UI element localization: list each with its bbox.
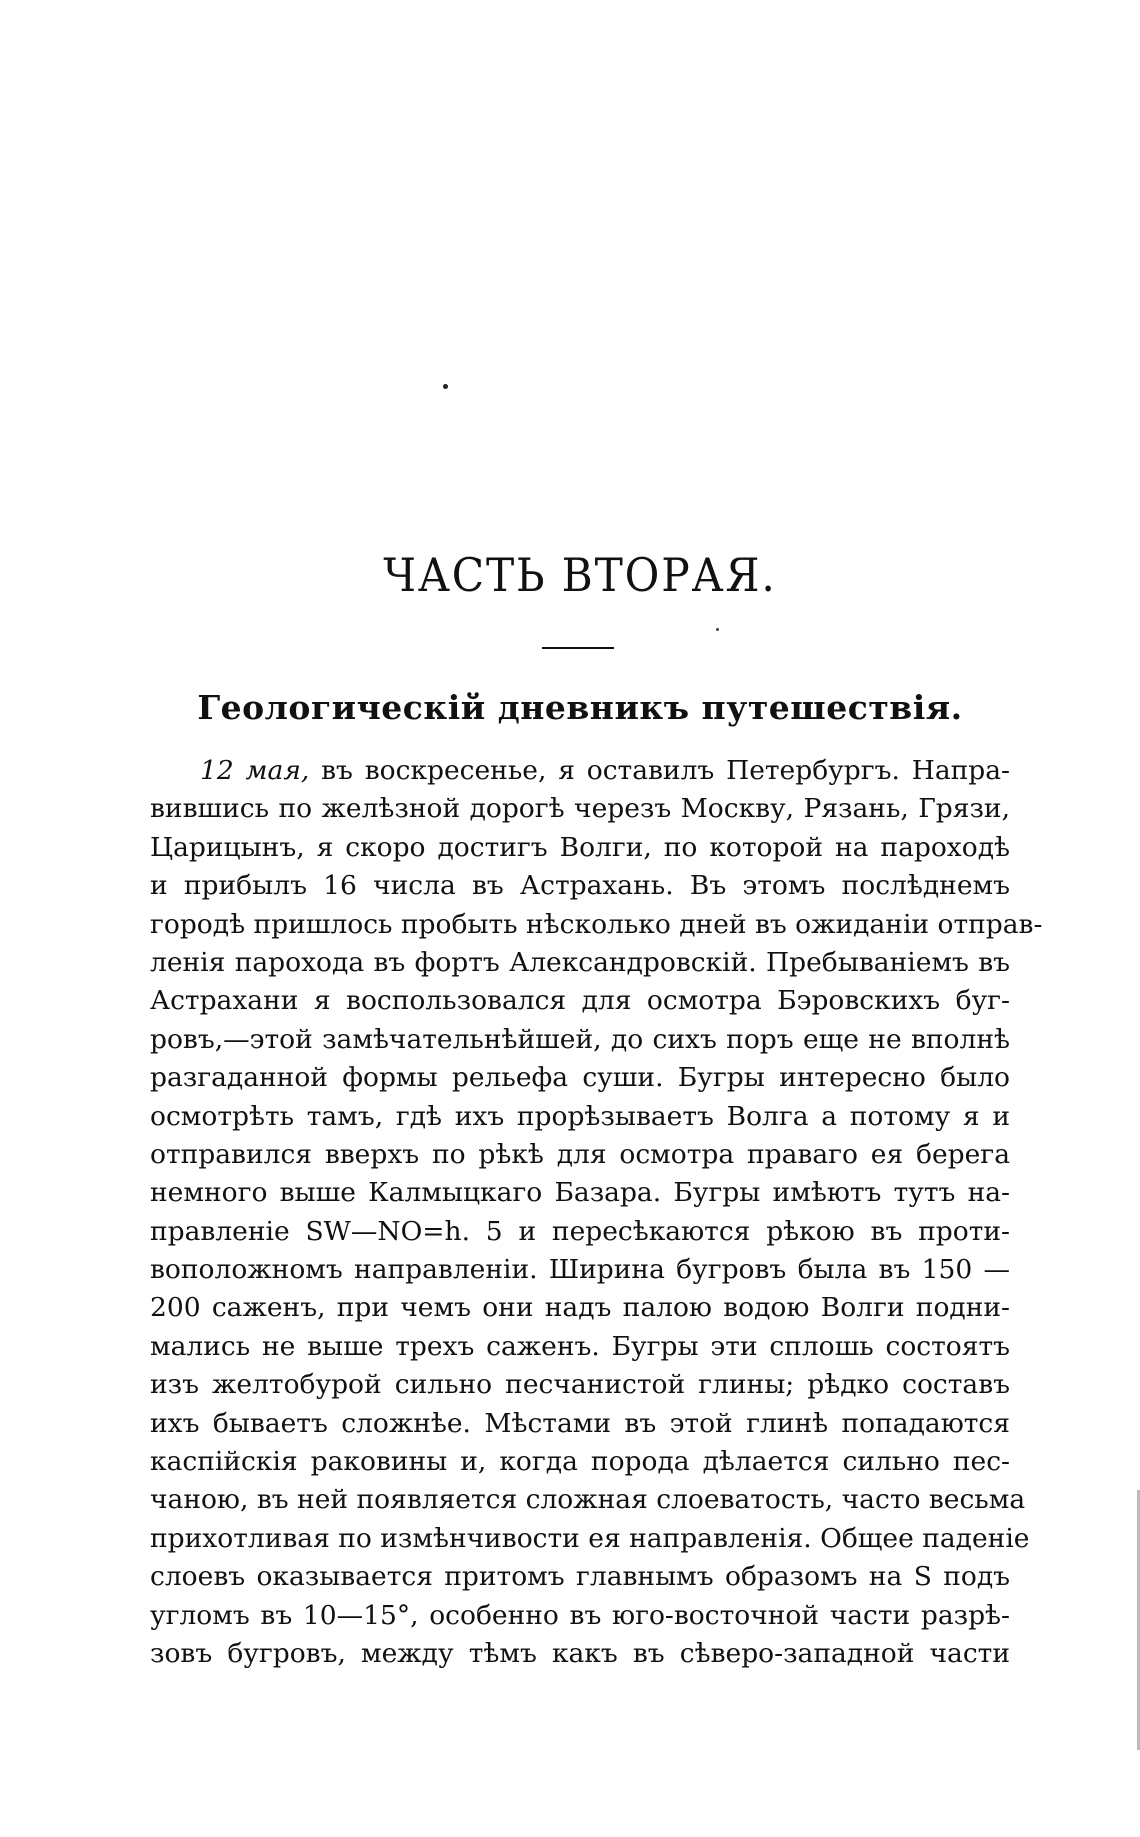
text-line: воположномъ направленіи. Ширина бугровъ была въ 150 — [150, 1254, 1010, 1286]
text-line: угломъ въ 10—15°, особенно въ юго-восточной части разрѣ- [150, 1599, 1010, 1631]
text-line: ровъ,—этой замѣчательнѣйшей, до сихъ поръ еще не вполнѣ [150, 1023, 1010, 1055]
text-line: мались не выше трехъ саженъ. Бугры эти сплошь состоятъ [150, 1330, 1010, 1362]
text-line: Царицынъ, я скоро достигъ Волги, по которой на пароходѣ [150, 831, 1010, 863]
text-line: ихъ бываетъ сложнѣе. Мѣстами въ этой глинѣ попадаются [150, 1407, 1010, 1439]
text-line: отправился вверхъ по рѣкѣ для осмотра праваго ея берега [150, 1138, 1010, 1170]
title-divider [542, 647, 614, 649]
print-speck [716, 628, 719, 631]
text-line: 200 саженъ, при чемъ они надъ палою водою Волги подни- [150, 1292, 1010, 1324]
text-line: разгаданной формы рельефа суши. Бугры интересно было [150, 1062, 1010, 1094]
body-text [150, 752, 1043, 1673]
part-title: ЧАСТЬ ВТОРАЯ. [383, 548, 777, 602]
text-line: слоевъ оказывается притомъ главнымъ образомъ на S подъ [150, 1561, 1010, 1593]
text-line: ленія парохода въ фортъ Александровскій. Пребываніемъ въ [150, 946, 1010, 978]
print-speck [443, 384, 448, 389]
text-line: вившись по желѣзной дорогѣ черезъ Москву, Рязань, Грязи, [150, 793, 1010, 825]
text-line: правленіе SW—NO=h. 5 и пересѣкаются рѣкою въ проти- [150, 1215, 1010, 1247]
text-line [150, 752, 1010, 790]
text-line: прихотливая по измѣнчивости ея направленія. Общее паденіе [150, 1522, 1030, 1554]
entry-date: 12 мая, [200, 755, 310, 786]
text-line: осмотрѣть тамъ, гдѣ ихъ прорѣзываетъ Волга а потому я и [150, 1100, 1010, 1132]
text-line: каспійскія раковины и, когда порода дѣлается сильно пес- [150, 1446, 1010, 1478]
section-title: Геологическій дневникъ путешествія. [197, 688, 963, 727]
text-line: и прибылъ 16 числа въ Астрахань. Въ этомъ послѣднемъ [150, 870, 1010, 902]
text-line: городѣ пришлось пробыть нѣсколько дней въ ожиданіи отправ- [150, 908, 1043, 940]
text-line: зовъ бугровъ, между тѣмъ какъ въ сѣверо-западной части [150, 1637, 1010, 1669]
text-line: Астрахани я воспользовался для осмотра Бэровскихъ буг- [150, 985, 1010, 1017]
first-line-text: въ воскресенье, я оставилъ Петербургъ. Напра- [309, 755, 1010, 786]
text-line: чаною, въ ней появляется сложная слоеватость, часто весьма [150, 1484, 1026, 1516]
text-line: немного выше Калмыцкаго Базара. Бугры имѣютъ тутъ на- [150, 1177, 1010, 1209]
text-line: изъ желтобурой сильно песчанистой глины; рѣдко составъ [150, 1369, 1010, 1401]
